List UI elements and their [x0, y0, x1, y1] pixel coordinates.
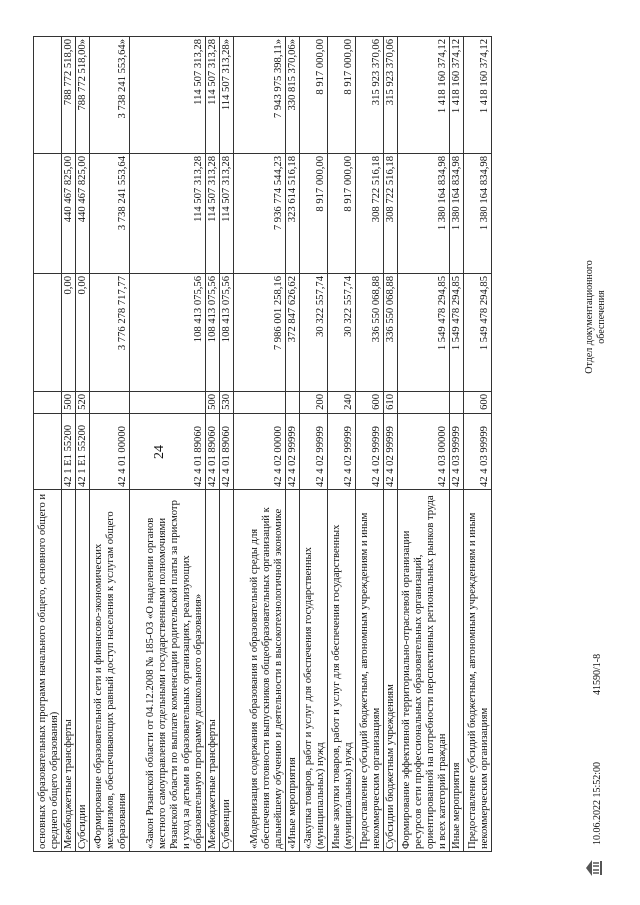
table-row — [286, 37, 300, 852]
row-amount-year1: 108 413 075,56 — [130, 274, 206, 392]
row-code: 42 4 01 89060 — [206, 414, 220, 490]
row-code: 42 4 03 99999 — [450, 414, 464, 490]
row-description: Субвенции — [220, 490, 234, 852]
row-amount-year1: 372 847 626,62 — [286, 274, 300, 392]
row-description: Иные мероприятия — [450, 490, 464, 852]
row-amount-year1: 30 322 557,74 — [300, 274, 328, 392]
row-amount-year3: 1 418 160 374,12 — [464, 37, 492, 154]
row-amount-year3: 315 923 370,06 — [356, 37, 384, 154]
row-amount-year1: 1 549 478 294,85 — [398, 274, 450, 392]
table-row — [300, 37, 328, 852]
table-row — [384, 37, 398, 852]
row-amount-year3: 114 507 313,28 — [206, 37, 220, 154]
row-amount-year1: 0,00 — [62, 274, 76, 392]
table-row — [90, 37, 130, 852]
row-amount-year3 — [34, 37, 62, 154]
row-amount-year2: 323 614 516,18 — [286, 154, 300, 274]
budget-table — [33, 36, 492, 852]
row-amount-year3: 1 418 160 374,12 — [450, 37, 464, 154]
row-amount-year2: 114 507 313,28 — [130, 154, 206, 274]
page-number: 24 — [152, 445, 167, 459]
row-amount-year2: 3 738 241 553,64 — [90, 154, 130, 274]
row-amount-year2: 440 467 825,00 — [62, 154, 76, 274]
table-row — [450, 37, 464, 852]
row-amount-year1: 108 413 075,56 — [220, 274, 234, 392]
row-description: Межбюджетные трансферты — [62, 490, 76, 852]
row-amount-year2: 114 507 313,28 — [206, 154, 220, 274]
table-row — [464, 37, 492, 852]
row-code: 42 4 02 99999 — [286, 414, 300, 490]
row-amount-year1: 1 549 478 294,85 — [450, 274, 464, 392]
row-description: Субсидии бюджетным учреждениям — [384, 490, 398, 852]
row-amount-year1: 336 550 068,88 — [384, 274, 398, 392]
row-amount-year2: 1 380 164 834,98 — [464, 154, 492, 274]
footer-department: Отдел документационного обеспечения — [584, 260, 607, 374]
table-row — [34, 37, 62, 852]
row-amount-year1: 7 986 001 258,16 — [234, 274, 286, 392]
row-code: 42 4 03 99999 — [464, 414, 492, 490]
row-expense-type — [234, 392, 286, 414]
row-expense-type — [90, 392, 130, 414]
footer-timestamp: 10.06.2022 15:52:00 — [592, 761, 603, 845]
row-code — [34, 414, 62, 490]
row-description: Предоставление субсидий бюджетным, автономным учреждениям и иным некоммерческим организациям — [464, 490, 492, 852]
budget-table-body — [34, 37, 492, 852]
row-amount-year1: 30 322 557,74 — [328, 274, 356, 392]
row-amount-year3: 3 738 241 553,64» — [90, 37, 130, 154]
row-amount-year2: 8 917 000,00 — [300, 154, 328, 274]
row-description: Субсидии — [76, 490, 90, 852]
row-expense-type: 500 — [206, 392, 220, 414]
row-amount-year3: 8 917 000,00 — [300, 37, 328, 154]
row-amount-year3: 7 943 975 398,11» — [234, 37, 286, 154]
row-code: 42 4 02 99999 — [384, 414, 398, 490]
row-description: Формирование эффективной территориально-отраслевой организации ресурсов сети профессиональных образовательных организаций, ориентированной на потребности перспективных региональных рынков труда и всех категорий граждан — [398, 490, 450, 852]
table-row — [328, 37, 356, 852]
row-description: Межбюджетные трансферты — [206, 490, 220, 852]
row-description: «Закупка товаров, работ и услуг для обеспечения государственных (муниципальных) нужд — [300, 490, 328, 852]
row-amount-year3: 1 418 160 374,12 — [398, 37, 450, 154]
row-amount-year1: 1 549 478 294,85 — [464, 274, 492, 392]
row-amount-year1 — [34, 274, 62, 392]
table-row — [356, 37, 384, 852]
row-amount-year3: 788 772 518,00» — [76, 37, 90, 154]
table-row — [206, 37, 220, 852]
table-row — [398, 37, 450, 852]
table-row — [76, 37, 90, 852]
row-expense-type — [130, 392, 206, 414]
row-description: «Модернизация содержания образования и образовательной среды для обеспечения готовности выпускников общеобразовательных организаций к дальнейшему обучению и деятельности в высокотехнологичной экономике — [234, 490, 286, 852]
row-expense-type: 530 — [220, 392, 234, 414]
row-code: 42 4 02 99999 — [300, 414, 328, 490]
row-description: Предоставление субсидий бюджетным, автономным учреждениям и иным некоммерческим организациям — [356, 490, 384, 852]
row-expense-type — [34, 392, 62, 414]
row-amount-year2: 1 380 164 834,98 — [398, 154, 450, 274]
row-expense-type — [398, 392, 450, 414]
row-description: «Закон Рязанской области от 04.12.2008 № 185-ОЗ «О наделении органов местного самоуправления отдельными государственными полномочиями Рязанской области по выплате компенсации родительской платы за присмотр и уход за детьми в образовательных организациях, реализующих образовательную программу дошкольного образования» — [130, 490, 206, 852]
row-code: 42 4 03 00000 — [398, 414, 450, 490]
row-amount-year3: 788 772 518,00 — [62, 37, 76, 154]
row-code: 42 1 E1 55200 — [62, 414, 76, 490]
row-amount-year1: 3 776 278 717,77 — [90, 274, 130, 392]
table-row — [220, 37, 234, 852]
row-amount-year3: 8 917 000,00 — [328, 37, 356, 154]
row-code: 42 4 02 00000 — [234, 414, 286, 490]
row-amount-year2: 440 467 825,00 — [76, 154, 90, 274]
row-expense-type: 520 — [76, 392, 90, 414]
table-row — [62, 37, 76, 852]
row-amount-year2: 7 936 774 544,23 — [234, 154, 286, 274]
row-amount-year1: 0,00 — [76, 274, 90, 392]
row-amount-year2: 114 507 313,28 — [220, 154, 234, 274]
row-amount-year1: 108 413 075,56 — [206, 274, 220, 392]
row-code: 42 4 01 00000 — [90, 414, 130, 490]
row-amount-year3: 114 507 313,28» — [220, 37, 234, 154]
row-amount-year2: 308 722 516,18 — [384, 154, 398, 274]
row-amount-year2 — [34, 154, 62, 274]
row-expense-type — [450, 392, 464, 414]
row-code: 42 4 01 89060 — [220, 414, 234, 490]
row-description: «Формирование образовательной сети и финансово-экономических механизмов, обеспечивающих равный доступ населения к услугам общего образования — [90, 490, 130, 852]
row-expense-type: 240 — [328, 392, 356, 414]
row-amount-year3: 114 507 313,28 — [130, 37, 206, 154]
table-row — [130, 37, 206, 852]
row-amount-year2: 8 917 000,00 — [328, 154, 356, 274]
row-code: 42 4 02 99999 — [356, 414, 384, 490]
footer-doc-id: 41590/1-8 — [592, 653, 603, 695]
row-amount-year1: 336 550 068,88 — [356, 274, 384, 392]
row-code: 42 4 02 99999 — [328, 414, 356, 490]
row-expense-type — [286, 392, 300, 414]
row-expense-type: 600 — [464, 392, 492, 414]
table-row — [234, 37, 286, 852]
row-expense-type: 200 — [300, 392, 328, 414]
row-code: 42 4 01 89060 — [130, 414, 206, 490]
emblem-icon — [584, 859, 609, 877]
row-amount-year3: 330 815 370,06» — [286, 37, 300, 154]
row-amount-year2: 1 380 164 834,98 — [450, 154, 464, 274]
row-description: Иные закупки товаров, работ и услуг для обеспечения государственных (муниципальных) нужд — [328, 490, 356, 852]
row-description: основных образовательных программ начального общего, основного общего и среднего общего образования) — [34, 490, 62, 852]
row-code: 42 1 E1 55200 — [76, 414, 90, 490]
row-amount-year3: 315 923 370,06 — [384, 37, 398, 154]
row-description: «Иные мероприятия — [286, 490, 300, 852]
row-expense-type: 500 — [62, 392, 76, 414]
row-expense-type: 600 — [356, 392, 384, 414]
row-amount-year2: 308 722 516,18 — [356, 154, 384, 274]
row-expense-type: 610 — [384, 392, 398, 414]
